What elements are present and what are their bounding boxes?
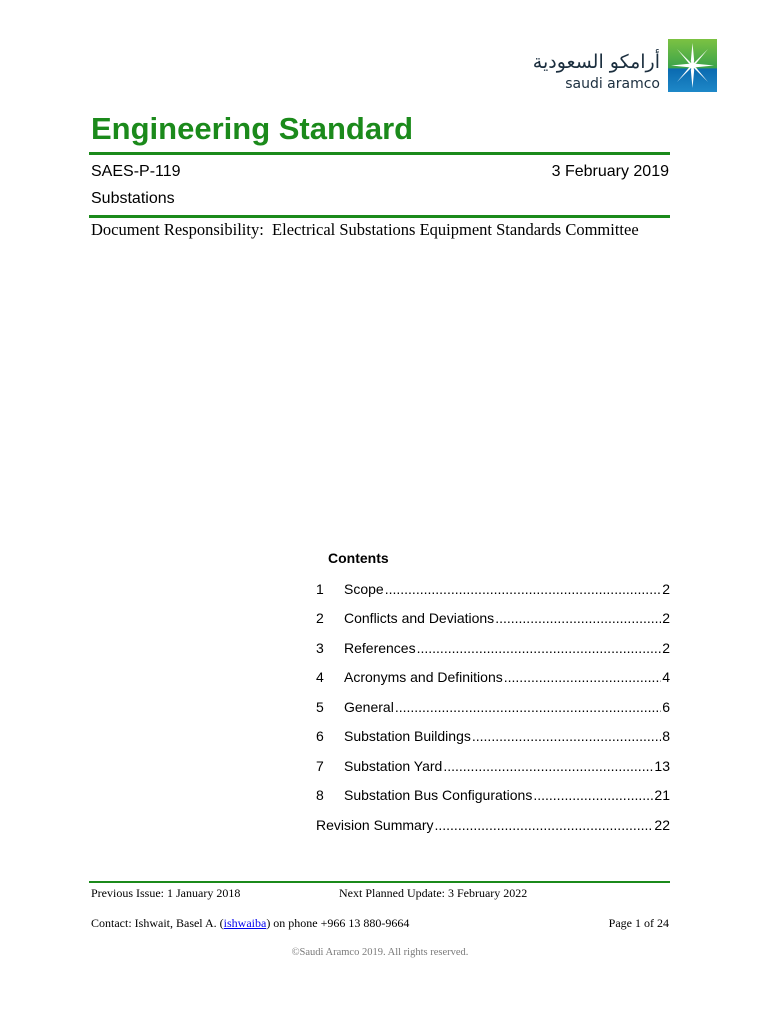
toc-heading: Contents	[328, 550, 389, 566]
toc-leader-dots	[472, 727, 661, 745]
title-divider	[89, 152, 670, 155]
toc-link[interactable]	[316, 727, 670, 745]
previous-issue: Previous Issue: 1 January 2018	[91, 886, 241, 900]
toc-item-substation-bus-configurations[interactable]	[316, 781, 670, 811]
toc-item-number: 7	[316, 757, 324, 774]
document-responsibility	[91, 220, 639, 240]
toc-item-label: Substation Buildings	[344, 728, 471, 745]
toc-leader-dots	[504, 668, 661, 686]
toc-item-revision-summary[interactable]	[316, 810, 670, 840]
contact-suffix: ) on phone +966 13 880-9664	[266, 916, 410, 930]
logo-latin-text: saudi aramco	[565, 76, 660, 92]
toc-item-label: References	[344, 639, 416, 656]
toc-link[interactable]	[316, 639, 670, 657]
toc-leader-dots	[385, 580, 662, 598]
toc-item-label: Substation Yard	[344, 757, 443, 774]
toc-leader-dots	[443, 757, 653, 775]
toc-item-scope[interactable]	[316, 574, 670, 604]
toc-item-page: 2	[662, 610, 670, 627]
toc-item-conflicts-and-deviations[interactable]	[316, 604, 670, 634]
contact-line	[91, 916, 409, 931]
toc-item-number: 5	[316, 698, 324, 715]
page-number: Page 1 of 24	[608, 916, 669, 930]
logo-arabic-text: أرامكو السعودية	[532, 51, 660, 73]
toc-item-page: 2	[662, 580, 670, 597]
toc-link[interactable]	[316, 757, 670, 775]
toc-leader-dots	[533, 786, 653, 804]
table-of-contents	[316, 574, 670, 840]
toc-item-label: Conflicts and Deviations	[344, 610, 495, 627]
toc-leader-dots	[434, 816, 653, 834]
toc-item-label: Scope	[344, 580, 384, 597]
toc-item-number: 3	[316, 639, 324, 656]
responsibility-value: Electrical Substations Equipment Standards Committee	[272, 220, 639, 239]
toc-item-page: 21	[654, 787, 670, 804]
toc-item-page: 2	[662, 639, 670, 656]
footer-divider	[89, 881, 670, 883]
saudi-aramco-star-logo-icon	[668, 39, 717, 92]
toc-link[interactable]	[316, 668, 670, 686]
toc-item-acronyms-and-definitions[interactable]	[316, 663, 670, 693]
toc-item-label: Substation Bus Configurations	[344, 787, 533, 804]
toc-item-number: 4	[316, 669, 324, 686]
toc-item-number: 8	[316, 787, 324, 804]
toc-link[interactable]	[316, 816, 670, 834]
page-title: Engineering Standard	[91, 111, 414, 146]
toc-link[interactable]	[316, 786, 670, 804]
toc-item-label: Revision Summary	[316, 816, 434, 833]
toc-item-label: Acronyms and Definitions	[344, 669, 503, 686]
toc-item-page: 22	[654, 816, 670, 833]
toc-leader-dots	[417, 639, 662, 657]
copyright-notice: ©Saudi Aramco 2019. All rights reserved.	[291, 947, 469, 958]
toc-item-number: 2	[316, 610, 324, 627]
contact-email-link[interactable]: ishwaiba	[223, 916, 267, 930]
contact-prefix: Contact: Ishwait, Basel A. (	[91, 916, 224, 930]
toc-link[interactable]	[316, 698, 670, 716]
toc-item-general[interactable]	[316, 692, 670, 722]
toc-item-page: 4	[662, 669, 670, 686]
toc-item-references[interactable]	[316, 633, 670, 663]
toc-item-page: 13	[654, 757, 670, 774]
toc-item-substation-yard[interactable]	[316, 751, 670, 781]
toc-link[interactable]	[316, 609, 670, 627]
toc-item-number: 6	[316, 728, 324, 745]
toc-item-page: 6	[662, 698, 670, 715]
toc-link[interactable]	[316, 580, 670, 598]
header-divider	[89, 215, 670, 218]
toc-item-label: General	[344, 698, 394, 715]
toc-item-number: 1	[316, 580, 324, 597]
document-title: Substations	[91, 190, 175, 207]
toc-item-page: 8	[662, 728, 670, 745]
responsibility-label: Document Responsibility:	[91, 220, 264, 239]
document-number: SAES-P-119	[91, 163, 181, 180]
toc-item-substation-buildings[interactable]	[316, 722, 670, 752]
document-date: 3 February 2019	[551, 163, 669, 180]
next-planned-update: Next Planned Update: 3 February 2022	[339, 886, 528, 900]
toc-leader-dots	[495, 609, 661, 627]
toc-leader-dots	[395, 698, 661, 716]
